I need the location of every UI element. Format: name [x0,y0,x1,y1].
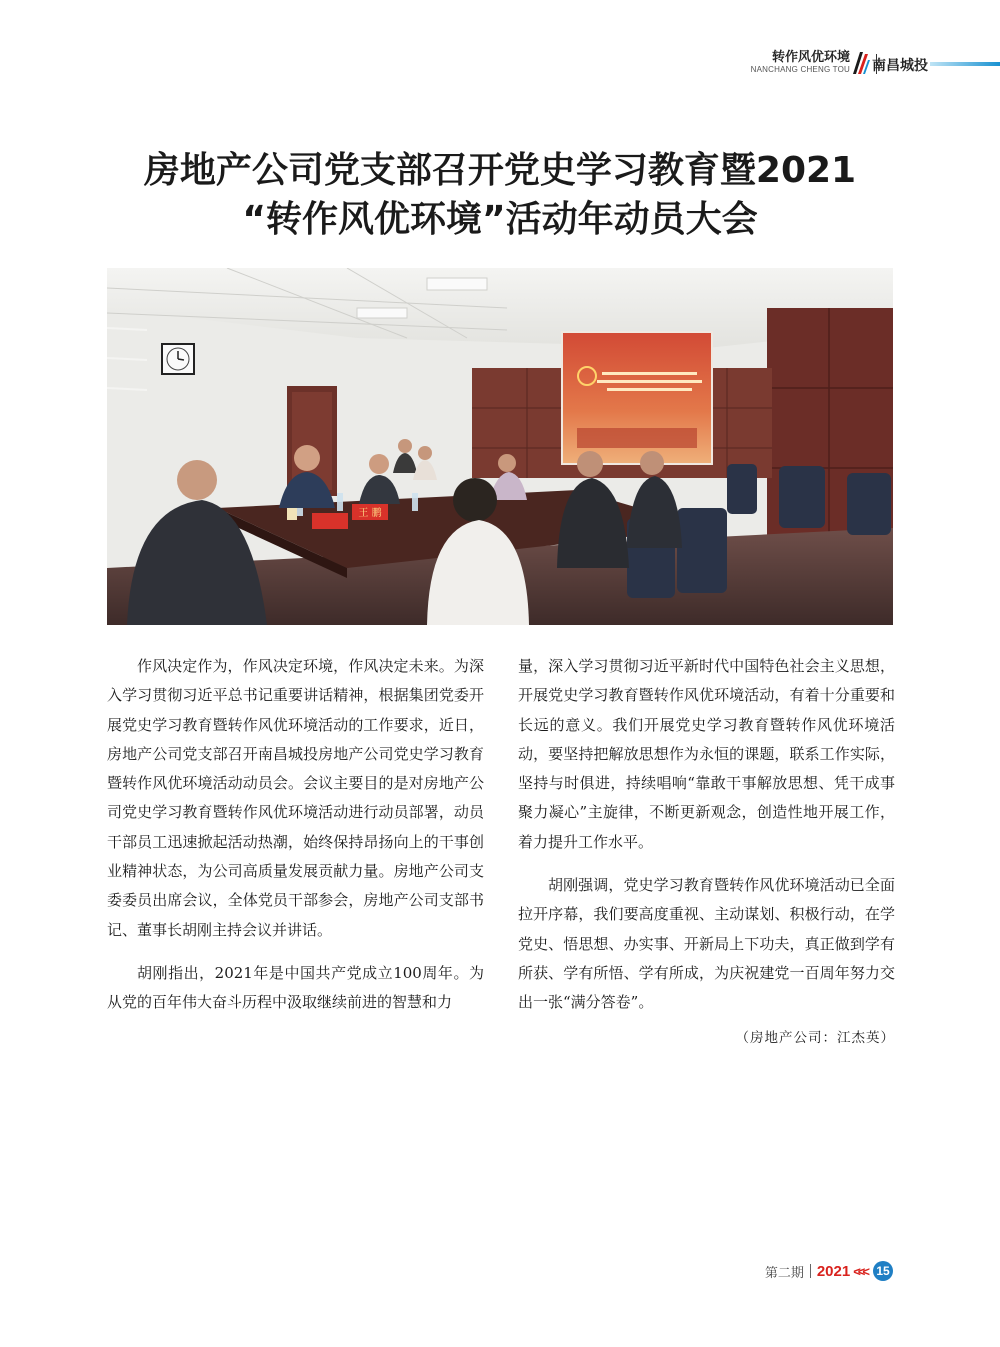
city-investment-logo-icon [850,50,870,76]
issue-year: 2021 [816,1262,851,1280]
header-tagline-en: NANCHANG CHENG TOU [750,65,850,74]
title-line-2: “转作风优环境”活动年动员大会 [242,199,758,240]
issue-label: 第二期 [764,1264,804,1280]
article-column-left [107,652,484,1018]
title-line-1: 房地产公司党支部召开党史学习教育暨2021 [143,150,857,191]
article-title [0,146,1000,244]
footer-divider [810,1264,811,1278]
header-tagline: 转作风优环境 [771,49,850,64]
paragraph-4: 胡刚强调，党史学习教育暨转作风优环境活动已全面拉开序幕，我们要高度重视、主动谋划、积极行动，在学党史、悟思想、办实事、开新局上下功夫，真正做到学有所获、学有所悟、学有所成，为庆祝建党一百周年努力交出一张“满分答卷”。 [518,876,895,1012]
byline: （房地产公司：江杰英） [735,1029,895,1046]
header-accent-bar [930,62,1000,66]
paragraph-3: 量，深入学习贯彻习近平新时代中国特色社会主义思想，开展党史学习教育暨转作风优环境活动，有着十分重要和长远的意义。我们开展党史学习教育暨转作风优环境活动，要坚持把解放思想作为永恒的课题，联系工作实际，坚持与时俱进，持续唱响“靠敢干事解放思想、凭干成事聚力凝心”主旋律，不断更新观念，创造性地开展工作，着力提升工作水平。 [518,657,895,851]
paragraph-2: 胡刚指出，2021年是中国共产党成立100周年。为从党的百年伟大奋斗历程中汲取继续前进的智慧和力 [107,963,484,1012]
article-column-right [518,652,895,1053]
paragraph-1: 作风决定作为，作风决定环境，作风决定未来。为深入学习贯彻习近平总书记重要讲话精神，根据集团党委开展党史学习教育暨转作风优环境活动的工作要求，近日，房地产公司党支部召开南昌城投房地产公司党史学习教育暨转作风优环境活动动员会。会议主要目的是对房地产公司党史学习教育暨转作风优环境活动进行动员部署，动员干部员工迅速掀起活动热潮，始终保持昂扬向上的干事创业精神状态，为公司高质量发展贡献力量。房地产公司支委委员出席会议，全体党员干部参会，房地产公司支部书记、董事长胡刚主持会议并讲话。 [107,657,484,939]
magazine-header [710,50,1000,80]
header-brand: 南昌城投 [872,57,928,73]
chevron-left-icon: <<< [853,1263,867,1279]
meeting-room-photo [107,268,893,625]
page-number: 15 [873,1261,893,1281]
page-footer [765,1260,893,1282]
name-placard: 王 鹏 [358,508,382,519]
